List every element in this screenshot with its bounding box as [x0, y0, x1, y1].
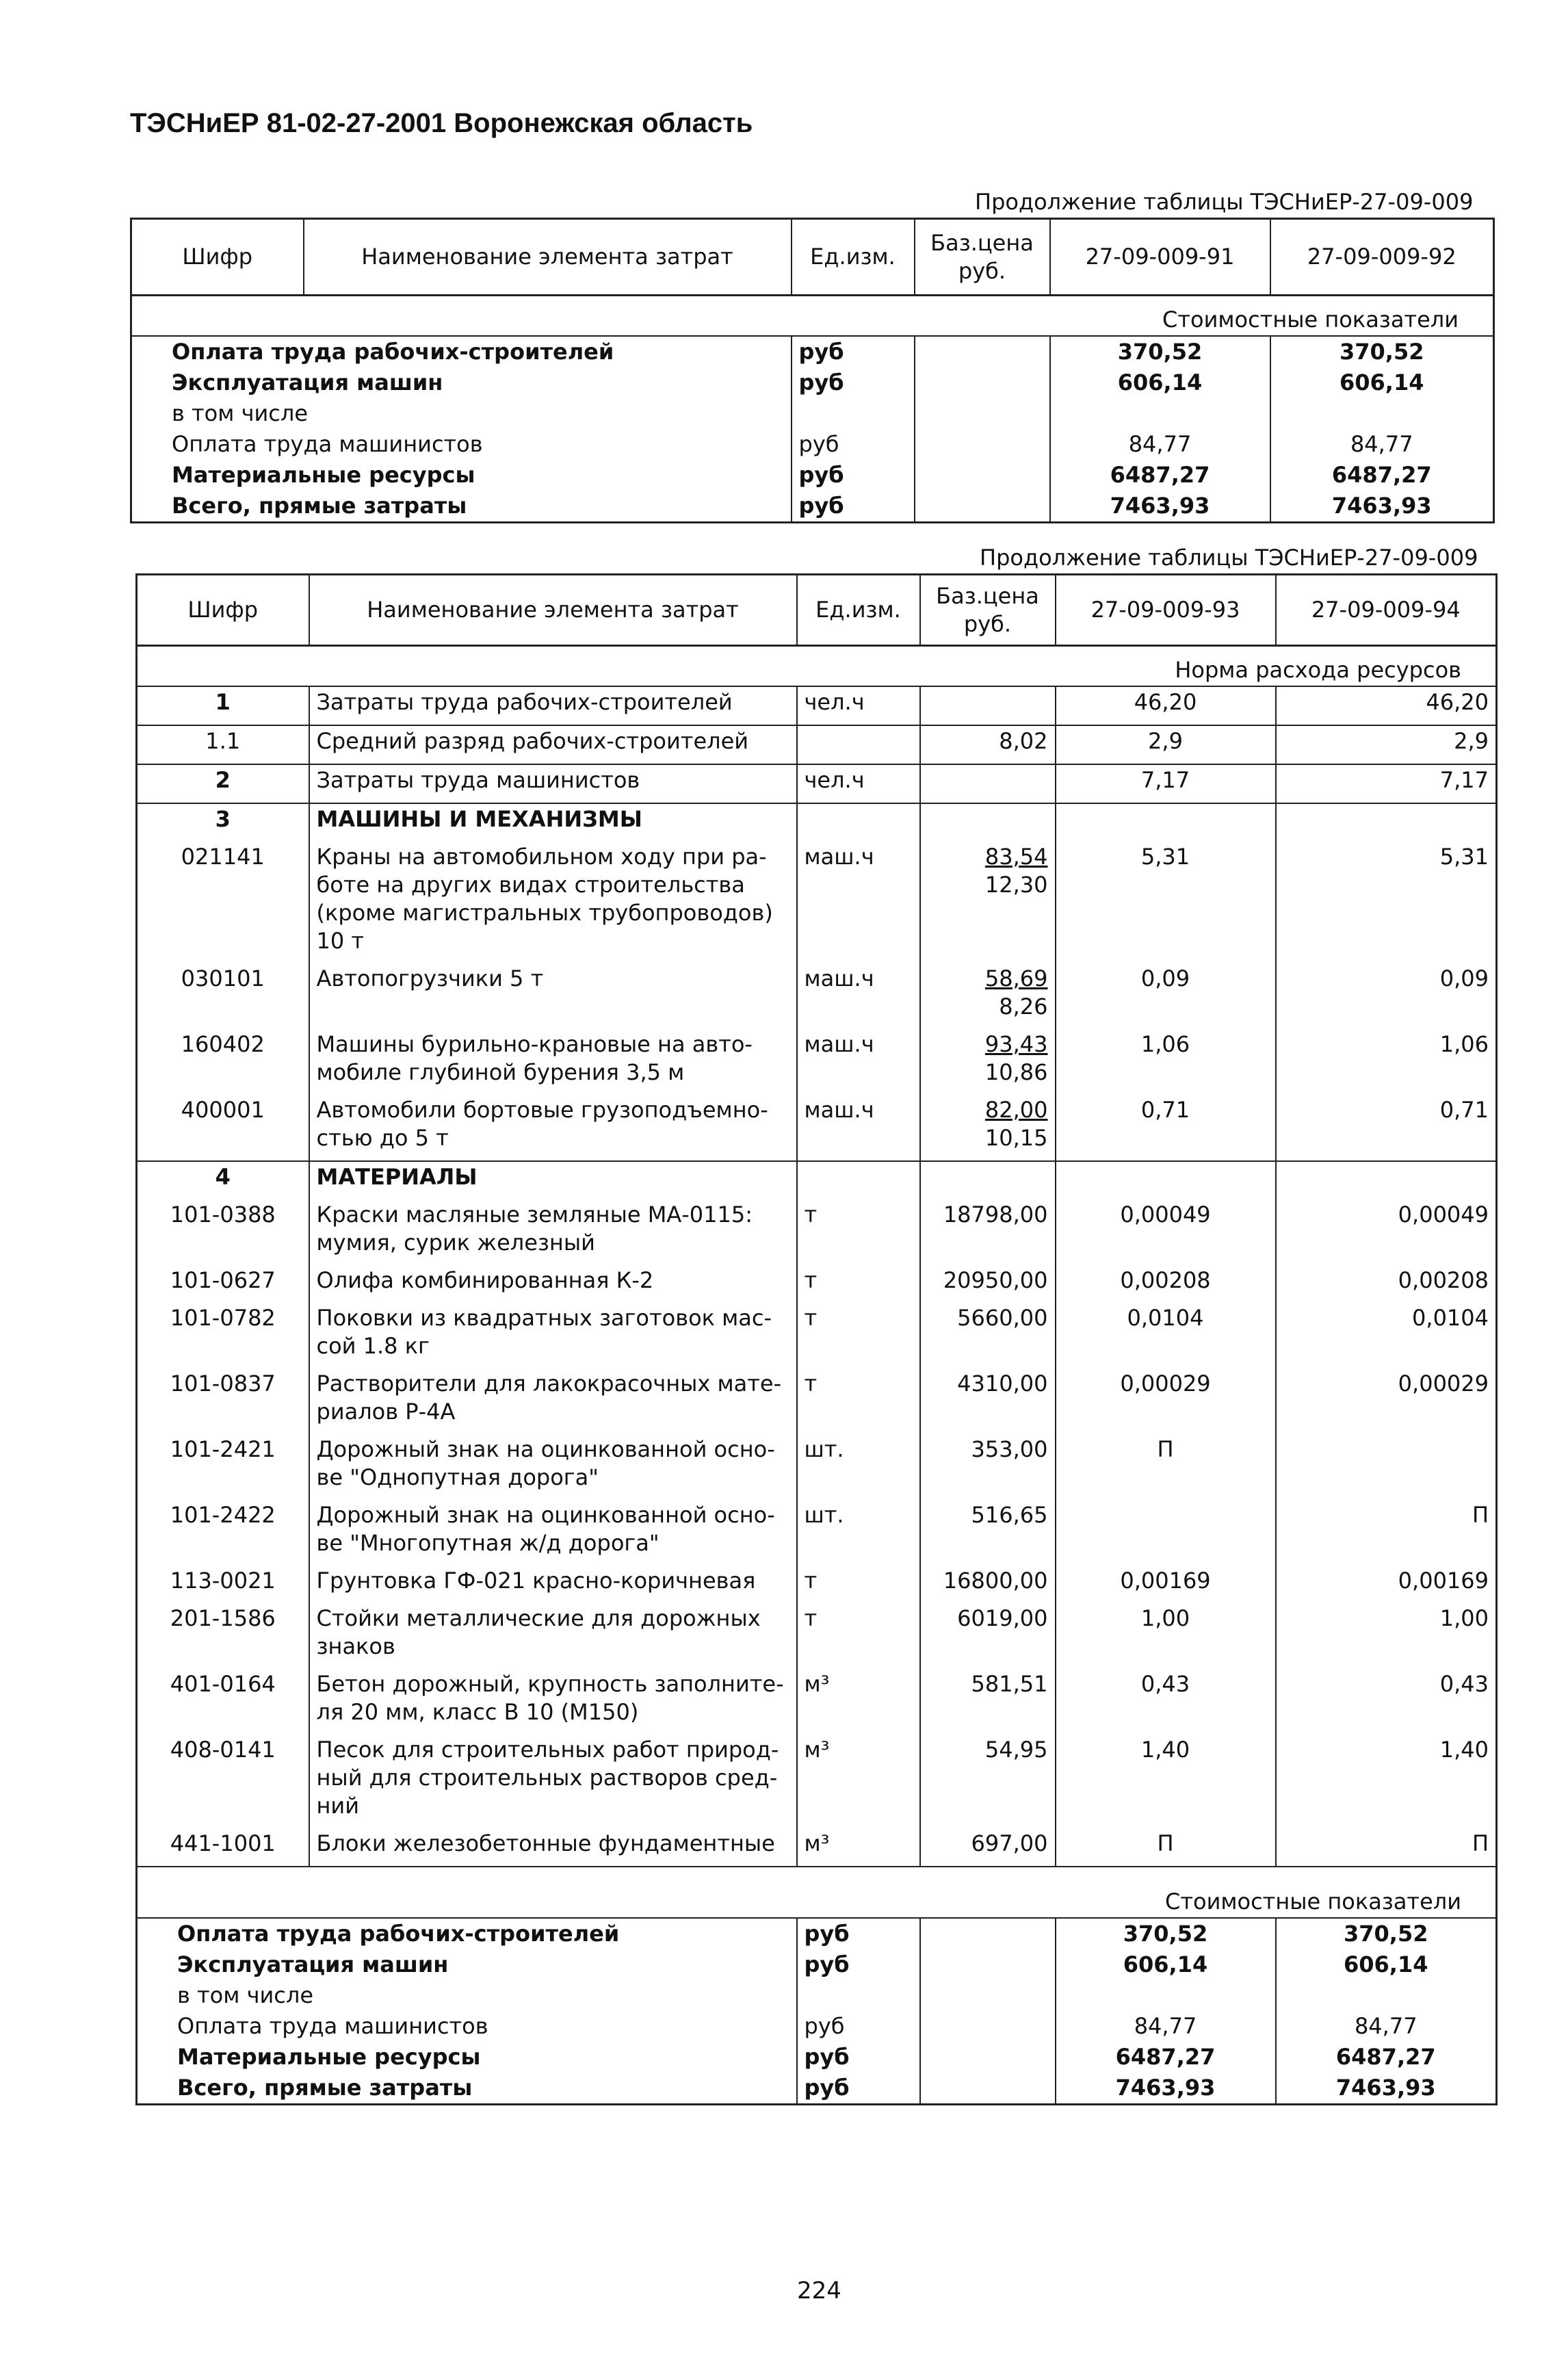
row-code: 400001: [137, 1095, 309, 1161]
summary-price: [920, 2011, 1056, 2042]
summary-price: [920, 1918, 1056, 1949]
table-row: [137, 803, 1497, 842]
summary-value-b: 7463,93: [1270, 491, 1494, 523]
row-empty: [1056, 803, 1276, 842]
row-value-b: 1,40: [1276, 1735, 1497, 1828]
summary-name: Материальные ресурсы: [137, 2042, 797, 2073]
row-value-a: 0,71: [1056, 1095, 1276, 1161]
row-value-b: 0,09: [1276, 963, 1497, 1029]
row-name: Олифа комбинированная К-2: [309, 1265, 797, 1303]
table-row: [137, 1303, 1497, 1368]
row-value-b: 0,0104: [1276, 1303, 1497, 1368]
row-price: [920, 842, 1056, 963]
summary-value-b: 606,14: [1270, 367, 1494, 398]
row-name: Стойки металлические для дорожных знаков: [309, 1603, 797, 1669]
row-code: 1: [137, 686, 309, 725]
summary-name: в том числе: [131, 398, 792, 429]
table-row: [137, 1265, 1497, 1303]
row-price: [920, 764, 1056, 803]
row-code: 4: [137, 1161, 309, 1199]
row-value-b: 2,9: [1276, 725, 1497, 764]
row-name: Машины бурильно-крановые на авто-мобиле глубиной бурения 3,5 м: [309, 1029, 797, 1095]
row-empty: [1276, 803, 1497, 842]
row-unit: маш.ч: [797, 963, 920, 1029]
summary-unit: руб: [792, 429, 915, 460]
price-total: 82,00: [984, 1097, 1048, 1123]
row-code: 441-1001: [137, 1828, 309, 1867]
summary-row: [137, 2073, 1497, 2105]
summary-name: Оплата труда рабочих-строителей: [137, 1918, 797, 1949]
summary-name: Оплата труда машинистов: [131, 429, 792, 460]
row-value-b: 5,31: [1276, 842, 1497, 963]
summary-value-a: 370,52: [1056, 1918, 1276, 1949]
summary-value-a: 84,77: [1050, 429, 1270, 460]
summary-unit: руб: [797, 2073, 920, 2105]
row-value-a: 1,00: [1056, 1603, 1276, 1669]
price-wage: 10,15: [984, 1125, 1048, 1151]
summary-value-b: [1276, 1980, 1497, 2011]
table-row: [137, 842, 1497, 963]
row-name: Дорожный знак на оцинкованной осно-ве "Многопутная ж/д дорога": [309, 1500, 797, 1566]
summary-value-a: 7463,93: [1056, 2073, 1276, 2105]
row-price: [920, 1095, 1056, 1161]
row-code: 101-0388: [137, 1199, 309, 1265]
summary-name: Оплата труда рабочих-строителей: [131, 336, 792, 367]
row-name: Затраты труда машинистов: [309, 764, 797, 803]
row-name: Растворители для лакокрасочных мате-риалов Р-4А: [309, 1368, 797, 1434]
table-row: [137, 1161, 1497, 1199]
summary-row: [137, 2042, 1497, 2073]
row-value-a: 0,00169: [1056, 1566, 1276, 1603]
document-title: ТЭСНиЕР 81-02-27-2001 Воронежская область: [130, 108, 753, 138]
summary-value-a: 606,14: [1050, 367, 1270, 398]
summary-unit: [797, 1980, 920, 2011]
cost-table-1: [130, 218, 1495, 523]
row-name: Краски масляные земляные МА-0115: мумия, сурик железный: [309, 1199, 797, 1265]
header-col-a: 27-09-009-91: [1050, 219, 1270, 296]
row-code: 2: [137, 764, 309, 803]
row-unit: шт.: [797, 1500, 920, 1566]
row-value-b: 1,06: [1276, 1029, 1497, 1095]
row-value-b: 0,00029: [1276, 1368, 1497, 1434]
row-value-a: П: [1056, 1434, 1276, 1500]
row-unit: т: [797, 1566, 920, 1603]
price-total: 83,54: [984, 844, 1048, 870]
summary-name: в том числе: [137, 1980, 797, 2011]
table-row: [137, 1828, 1497, 1867]
header-name: Наименование элемента затрат: [309, 575, 797, 646]
price-total: 58,69: [984, 965, 1048, 991]
header-col-d: 27-09-009-94: [1276, 575, 1497, 646]
row-price: 5660,00: [920, 1303, 1056, 1368]
summary-price: [920, 2073, 1056, 2105]
row-price: 516,65: [920, 1500, 1056, 1566]
row-value-a: 0,00208: [1056, 1265, 1276, 1303]
row-price: 16800,00: [920, 1566, 1056, 1603]
row-value-a: 0,00049: [1056, 1199, 1276, 1265]
row-name: МАШИНЫ И МЕХАНИЗМЫ: [309, 803, 797, 842]
row-code: 021141: [137, 842, 309, 963]
row-empty: [797, 803, 920, 842]
summary-row: [131, 460, 1494, 491]
summary-name: Оплата труда машинистов: [137, 2011, 797, 2042]
row-price: 8,02: [920, 725, 1056, 764]
row-unit: т: [797, 1265, 920, 1303]
row-unit: т: [797, 1368, 920, 1434]
table-row: [137, 963, 1497, 1029]
summary-name: Всего, прямые затраты: [137, 2073, 797, 2105]
table-row: [137, 1095, 1497, 1161]
row-value-b: 7,17: [1276, 764, 1497, 803]
summary-unit: руб: [797, 1918, 920, 1949]
row-code: 160402: [137, 1029, 309, 1095]
summary-value-a: 6487,27: [1056, 2042, 1276, 2073]
header-unit: Ед.изм.: [792, 219, 915, 296]
summary-value-a: 6487,27: [1050, 460, 1270, 491]
table-row: [137, 1735, 1497, 1828]
summary-unit: руб: [797, 2011, 920, 2042]
row-unit: [797, 725, 920, 764]
row-price: 6019,00: [920, 1603, 1056, 1669]
summary-name: Материальные ресурсы: [131, 460, 792, 491]
row-value-a: 0,09: [1056, 963, 1276, 1029]
summary-value-a: [1056, 1980, 1276, 2011]
summary-value-a: [1050, 398, 1270, 429]
row-code: 401-0164: [137, 1669, 309, 1735]
price-wage: 8,26: [999, 994, 1048, 1020]
row-code: 101-2421: [137, 1434, 309, 1500]
summary-price: [915, 429, 1050, 460]
table-row: [137, 1434, 1497, 1500]
row-price: 353,00: [920, 1434, 1056, 1500]
row-price: 581,51: [920, 1669, 1056, 1735]
row-value-a: 46,20: [1056, 686, 1276, 725]
row-value-b: 0,71: [1276, 1095, 1497, 1161]
header-code: Шифр: [137, 575, 309, 646]
header-col-b: 27-09-009-92: [1270, 219, 1494, 296]
row-unit: м³: [797, 1828, 920, 1867]
row-unit: т: [797, 1603, 920, 1669]
row-name: Автомобили бортовые грузоподъемно-стью до 5 т: [309, 1095, 797, 1161]
row-code: 101-0627: [137, 1265, 309, 1303]
row-name: Грунтовка ГФ-021 красно-коричневая: [309, 1566, 797, 1603]
summary-price: [915, 398, 1050, 429]
row-price: 697,00: [920, 1828, 1056, 1867]
summary-value-b: 6487,27: [1270, 460, 1494, 491]
summary-row: [131, 429, 1494, 460]
summary-value-b: 7463,93: [1276, 2073, 1497, 2105]
summary-value-b: 606,14: [1276, 1949, 1497, 1980]
row-unit: чел.ч: [797, 764, 920, 803]
row-price: 4310,00: [920, 1368, 1056, 1434]
summary-value-b: 370,52: [1270, 336, 1494, 367]
continuation-note-2: Продолжение таблицы ТЭСНиЕР-27-09-009: [980, 545, 1478, 571]
row-unit: м³: [797, 1669, 920, 1735]
summary-price: [915, 491, 1050, 523]
header-name: Наименование элемента затрат: [304, 219, 792, 296]
row-value-a: 0,43: [1056, 1669, 1276, 1735]
row-code: 101-2422: [137, 1500, 309, 1566]
summary-row: [131, 491, 1494, 523]
summary-unit: руб: [792, 491, 915, 523]
row-code: 408-0141: [137, 1735, 309, 1828]
row-value-a: 5,31: [1056, 842, 1276, 963]
summary-value-a: 84,77: [1056, 2011, 1276, 2042]
row-code: 101-0782: [137, 1303, 309, 1368]
header-code: Шифр: [131, 219, 304, 296]
summary-price: [915, 367, 1050, 398]
row-price: 20950,00: [920, 1265, 1056, 1303]
row-name: Краны на автомобильном ходу при ра-боте на других видах строительства (кроме магистральных трубопроводов) 10 т: [309, 842, 797, 963]
row-value-a: [1056, 1500, 1276, 1566]
row-empty: [920, 803, 1056, 842]
row-name: МАТЕРИАЛЫ: [309, 1161, 797, 1199]
table-row: [137, 1669, 1497, 1735]
row-price: 18798,00: [920, 1199, 1056, 1265]
row-name: Средний разряд рабочих-строителей: [309, 725, 797, 764]
row-name: Автопогрузчики 5 т: [309, 963, 797, 1029]
summary-value-b: 6487,27: [1276, 2042, 1497, 2073]
row-code: 1.1: [137, 725, 309, 764]
header-price: Баз.цена руб.: [915, 219, 1050, 296]
table-row: [137, 1368, 1497, 1434]
page-number: 224: [797, 2277, 841, 2305]
row-unit: чел.ч: [797, 686, 920, 725]
summary-unit: руб: [797, 2042, 920, 2073]
cost-indicators-label: Стоимостные показатели: [131, 296, 1494, 337]
summary-row: [137, 2011, 1497, 2042]
summary-value-a: 370,52: [1050, 336, 1270, 367]
summary-row: [131, 367, 1494, 398]
cost-indicators-label: Стоимостные показатели: [137, 1867, 1497, 1918]
row-price: [920, 1029, 1056, 1095]
summary-unit: руб: [792, 367, 915, 398]
row-value-a: 2,9: [1056, 725, 1276, 764]
row-value-b: 0,43: [1276, 1669, 1497, 1735]
row-name: Блоки железобетонные фундаментные: [309, 1828, 797, 1867]
row-unit: м³: [797, 1735, 920, 1828]
row-value-a: 7,17: [1056, 764, 1276, 803]
row-code: 113-0021: [137, 1566, 309, 1603]
summary-price: [920, 1949, 1056, 1980]
header-price: Баз.цена руб.: [920, 575, 1056, 646]
summary-unit: руб: [797, 1949, 920, 1980]
summary-name: Эксплуатация машин: [137, 1949, 797, 1980]
summary-price: [915, 336, 1050, 367]
table-row: [137, 1199, 1497, 1265]
row-name: Дорожный знак на оцинкованной осно-ве "Однопутная дорога": [309, 1434, 797, 1500]
header-unit: Ед.изм.: [797, 575, 920, 646]
resource-table: [135, 573, 1498, 2105]
summary-price: [920, 2042, 1056, 2073]
row-value-b: 0,00169: [1276, 1566, 1497, 1603]
price-wage: 10,86: [984, 1059, 1048, 1085]
row-unit: т: [797, 1199, 920, 1265]
row-unit: маш.ч: [797, 1095, 920, 1161]
summary-row: [137, 1980, 1497, 2011]
summary-price: [920, 1980, 1056, 2011]
row-value-a: П: [1056, 1828, 1276, 1867]
header-col-c: 27-09-009-93: [1056, 575, 1276, 646]
summary-name: Всего, прямые затраты: [131, 491, 792, 523]
row-value-b: П: [1276, 1828, 1497, 1867]
row-empty: [1276, 1161, 1497, 1199]
price-total: 93,43: [984, 1031, 1048, 1057]
row-value-b: 0,00208: [1276, 1265, 1497, 1303]
norm-label: Норма расхода ресурсов: [137, 646, 1497, 687]
summary-value-b: 370,52: [1276, 1918, 1497, 1949]
row-value-a: 0,0104: [1056, 1303, 1276, 1368]
summary-value-b: [1270, 398, 1494, 429]
row-unit: маш.ч: [797, 842, 920, 963]
table-row: [137, 1500, 1497, 1566]
summary-value-a: 606,14: [1056, 1949, 1276, 1980]
row-empty: [797, 1161, 920, 1199]
row-unit: шт.: [797, 1434, 920, 1500]
price-wage: 12,30: [984, 872, 1048, 898]
table-row: [137, 1029, 1497, 1095]
row-value-b: 0,00049: [1276, 1199, 1497, 1265]
table-row: [137, 1603, 1497, 1669]
table-row: [137, 686, 1497, 725]
summary-row: [131, 336, 1494, 367]
row-price: [920, 963, 1056, 1029]
row-name: Бетон дорожный, крупность заполните-ля 20 мм, класс В 10 (М150): [309, 1669, 797, 1735]
row-value-a: 1,40: [1056, 1735, 1276, 1828]
summary-name: Эксплуатация машин: [131, 367, 792, 398]
row-name: Поковки из квадратных заготовок мас-сой 1.8 кг: [309, 1303, 797, 1368]
row-empty: [1056, 1161, 1276, 1199]
summary-row: [131, 398, 1494, 429]
row-unit: маш.ч: [797, 1029, 920, 1095]
summary-value-a: 7463,93: [1050, 491, 1270, 523]
row-value-b: [1276, 1434, 1497, 1500]
row-code: 201-1586: [137, 1603, 309, 1669]
row-unit: т: [797, 1303, 920, 1368]
summary-price: [915, 460, 1050, 491]
row-name: Песок для строительных работ природ-ный для строительных растворов сред-ний: [309, 1735, 797, 1828]
row-code: 030101: [137, 963, 309, 1029]
table-row: [137, 725, 1497, 764]
row-price: [920, 686, 1056, 725]
summary-value-b: 84,77: [1270, 429, 1494, 460]
row-code: 3: [137, 803, 309, 842]
summary-row: [137, 1949, 1497, 1980]
table-row: [137, 764, 1497, 803]
row-value-b: П: [1276, 1500, 1497, 1566]
continuation-note-1: Продолжение таблицы ТЭСНиЕР-27-09-009: [975, 189, 1474, 215]
row-name: Затраты труда рабочих-строителей: [309, 686, 797, 725]
summary-row: [137, 1918, 1497, 1949]
row-value-a: 1,06: [1056, 1029, 1276, 1095]
row-value-b: 1,00: [1276, 1603, 1497, 1669]
row-code: 101-0837: [137, 1368, 309, 1434]
summary-unit: руб: [792, 460, 915, 491]
row-price: 54,95: [920, 1735, 1056, 1828]
row-value-a: 0,00029: [1056, 1368, 1276, 1434]
row-empty: [920, 1161, 1056, 1199]
summary-value-b: 84,77: [1276, 2011, 1497, 2042]
summary-unit: руб: [792, 336, 915, 367]
summary-unit: [792, 398, 915, 429]
table-row: [137, 1566, 1497, 1603]
row-value-b: 46,20: [1276, 686, 1497, 725]
